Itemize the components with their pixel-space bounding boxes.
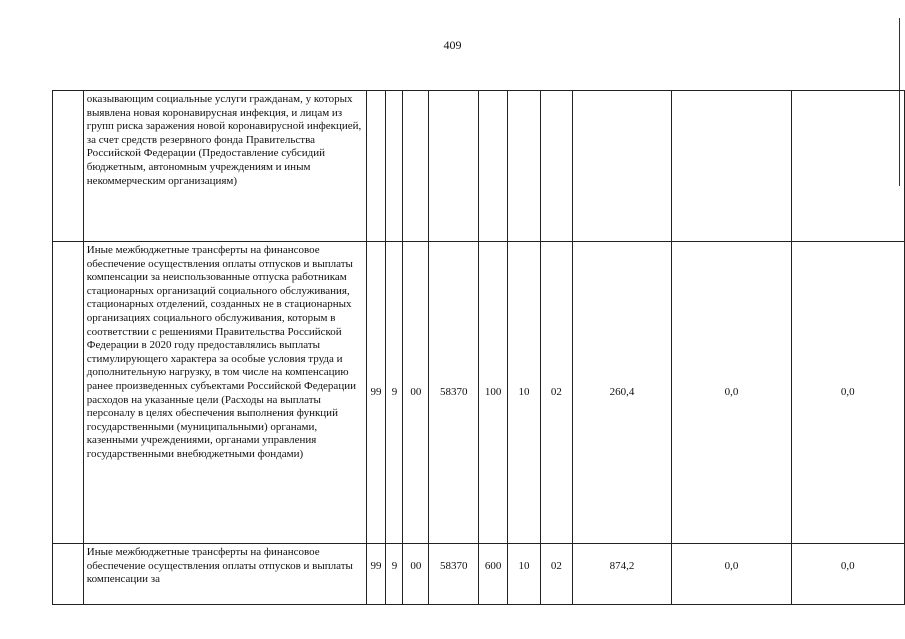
- code-cell: 58370: [429, 544, 479, 605]
- code-cell: 02: [540, 544, 572, 605]
- value-cell: 0,0: [791, 544, 904, 605]
- code-cell: 100: [479, 242, 508, 544]
- budget-table: [52, 90, 905, 605]
- code-cell: [386, 91, 403, 242]
- table-row: [53, 91, 905, 242]
- code-cell: 99: [366, 242, 386, 544]
- value-cell: 260,4: [572, 242, 672, 544]
- code-cell: [508, 91, 541, 242]
- code-cell: 10: [508, 544, 541, 605]
- code-cell: 9: [386, 242, 403, 544]
- row-index-cell: [53, 242, 84, 544]
- value-cell: 0,0: [791, 242, 904, 544]
- code-cell: [540, 91, 572, 242]
- code-cell: 10: [508, 242, 541, 544]
- description-cell: Иные межбюджетные трансферты на финансовое обеспечение осуществления оплаты отпусков и выплаты компенсации за неиспользованные отпуска работникам стационарных организаций социального обслуживания, стационарных отделений, созданных не в стационарных организациях социального обслуживания, которым в соответствии с решениями Правительства Российской Федерации в 2020 году предоставлялись выплаты стимулирующего характера за особые условия труда и дополнительную нагрузку, в том числе на компенсацию ранее произведенных субъектами Российской Федерации расходов на указанные цели (Расходы на выплаты персоналу в целях обеспечения выполнения функций государственными (муниципальными) органами, казенными учреждениями, органами управления государственными внебюджетными фондами): [83, 242, 366, 544]
- value-cell: 0,0: [672, 242, 791, 544]
- code-cell: 600: [479, 544, 508, 605]
- table-row: [53, 544, 905, 605]
- description-cell: Иные межбюджетные трансферты на финансовое обеспечение осуществления оплаты отпусков и выплаты компенсации за: [83, 544, 366, 605]
- code-cell: 00: [403, 544, 429, 605]
- value-cell: 0,0: [672, 544, 791, 605]
- code-cell: 9: [386, 544, 403, 605]
- row-index-cell: [53, 91, 84, 242]
- code-cell: [403, 91, 429, 242]
- value-cell: [672, 91, 791, 242]
- code-cell: 99: [366, 544, 386, 605]
- value-cell: [791, 91, 904, 242]
- page-number: 409: [443, 38, 462, 52]
- value-cell: 874,2: [572, 544, 672, 605]
- table-row: [53, 242, 905, 544]
- code-cell: 58370: [429, 242, 479, 544]
- code-cell: 00: [403, 242, 429, 544]
- code-cell: [479, 91, 508, 242]
- row-index-cell: [53, 544, 84, 605]
- value-cell: [572, 91, 672, 242]
- code-cell: [366, 91, 386, 242]
- code-cell: 02: [540, 242, 572, 544]
- description-cell: оказывающим социальные услуги гражданам, у которых выявлена новая коронавирусная инфекция, и лицам из групп риска заражения новой коронавирусной инфекцией, за счет средств резервного фонда Правительства Российской Федерации (Предоставление субсидий бюджетным, автономным учреждениям и иным некоммерческим организациям): [83, 91, 366, 242]
- code-cell: [429, 91, 479, 242]
